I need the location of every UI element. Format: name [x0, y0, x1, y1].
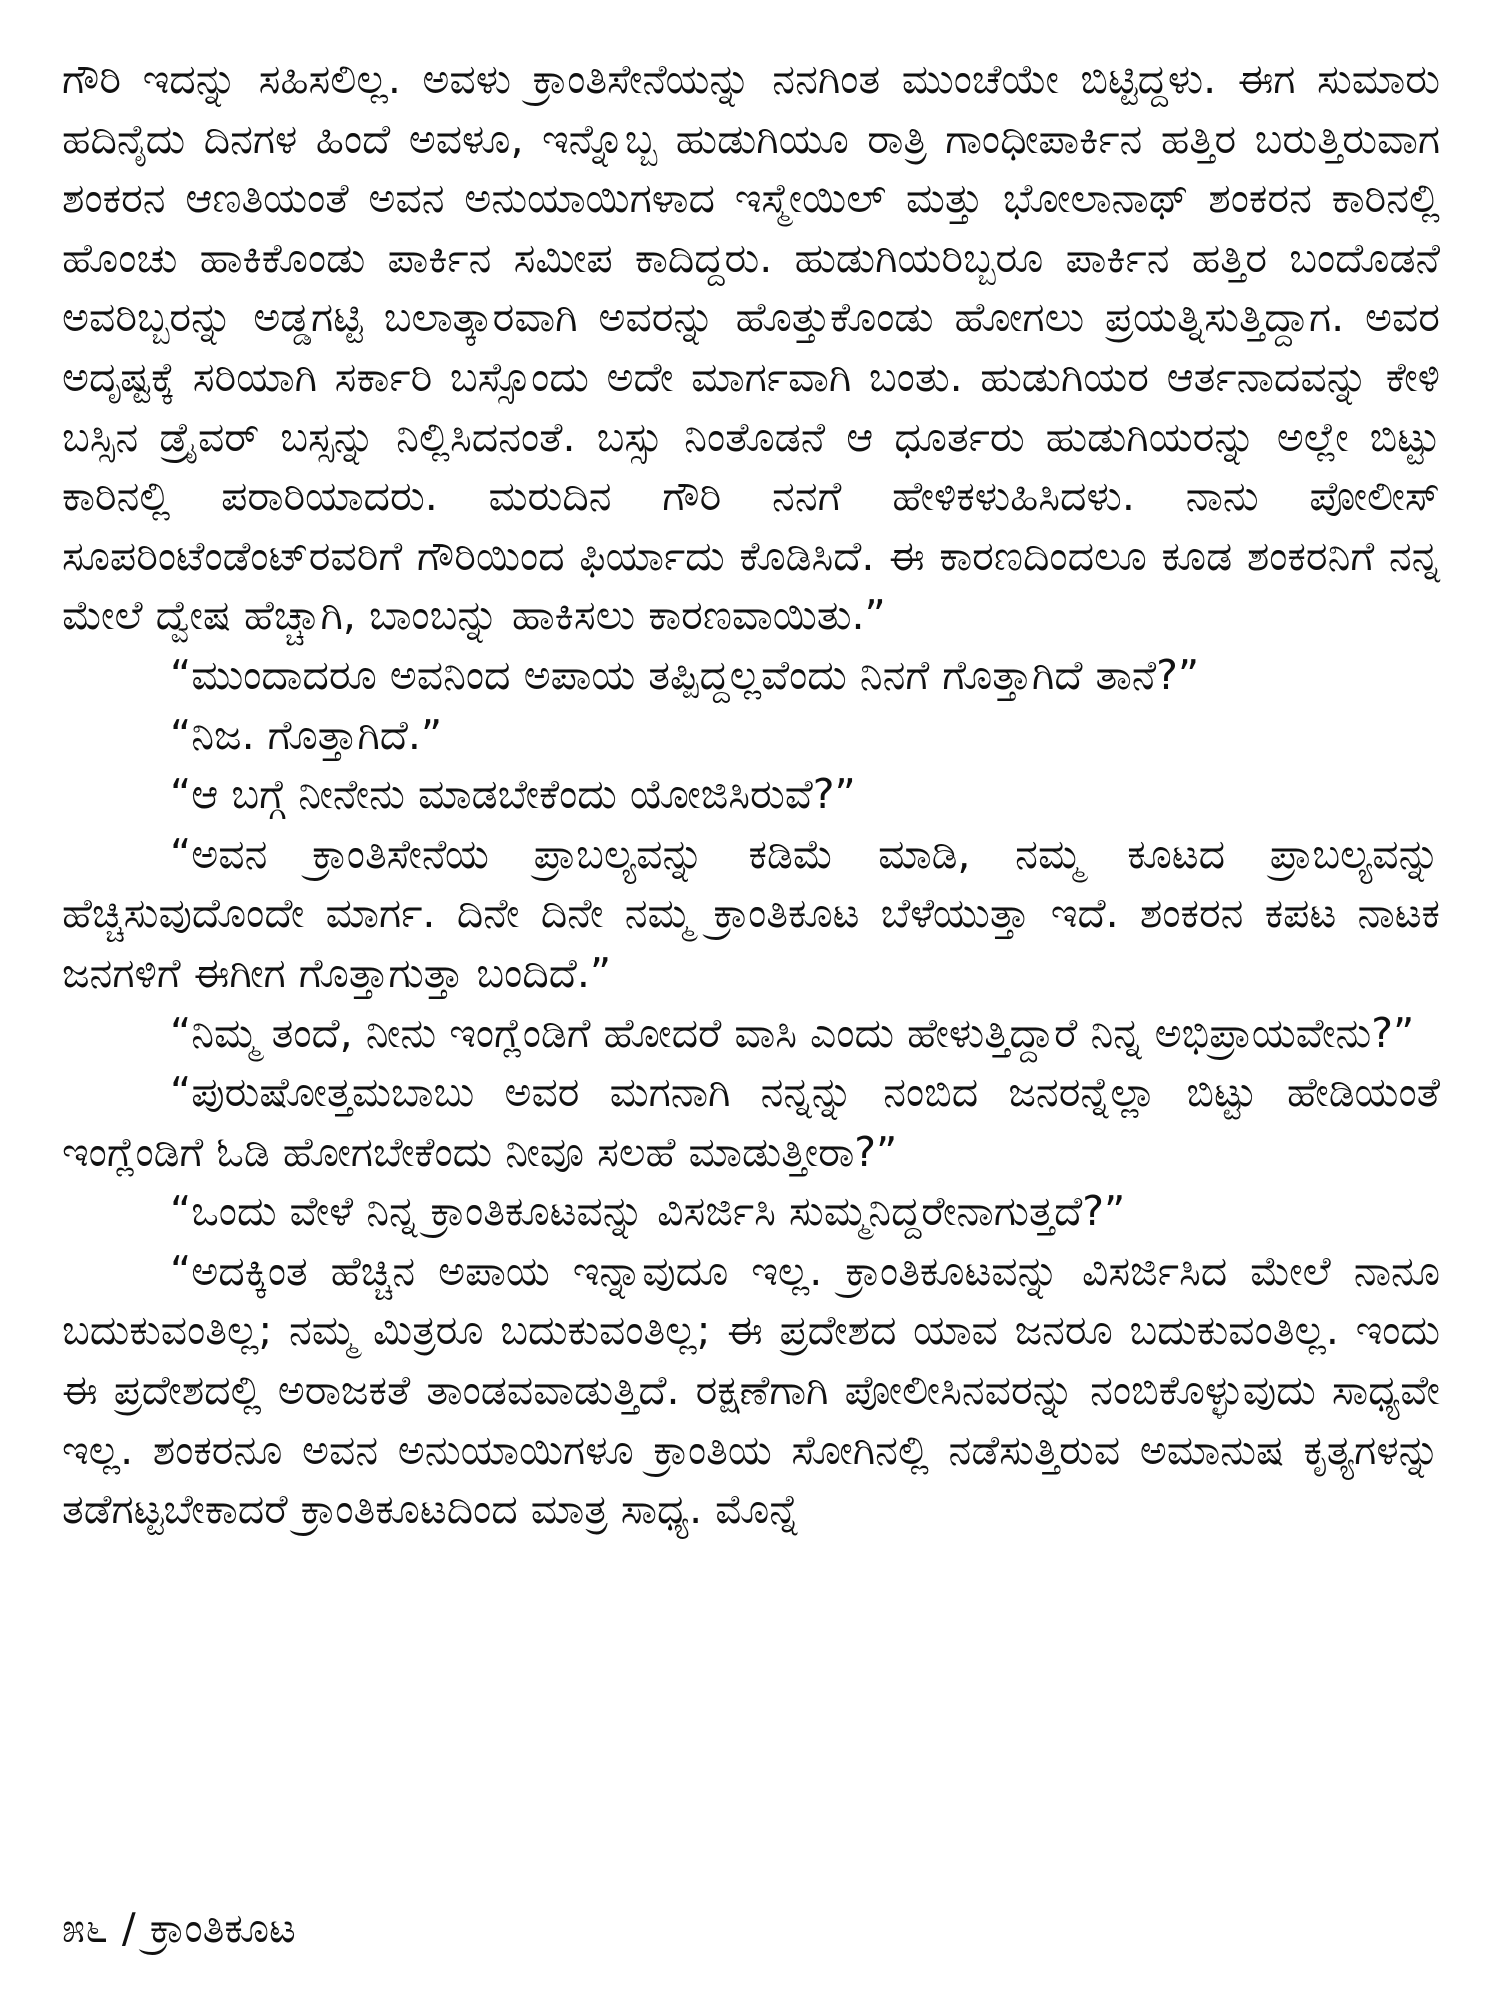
paragraph-7: “ಪುರುಷೋತ್ತಮಬಾಬು ಅವರ ಮಗನಾಗಿ ನನ್ನನ್ನು ನಂಬಿದ ಜನರನ್ನೆಲ್ಲಾ ಬಿಟ್ಟು ಹೇಡಿಯಂತೆ ಇಂಗ್ಲೆಂಡಿಗೆ ಓಡಿ ಹೋಗಬೇಕೆಂದು ನೀವೂ ಸಲಹೆ ಮಾಡುತ್ತೀರಾ?”: [62, 1068, 1440, 1176]
paragraph-1: ಗೌರಿ ಇದನ್ನು ಸಹಿಸಲಿಲ್ಲ. ಅವಳು ಕ್ರಾಂತಿಸೇನೆಯನ್ನು ನನಗಿಂತ ಮುಂಚೆಯೇ ಬಿಟ್ಟಿದ್ದಳು. ಈಗ ಸುಮಾರು ಹದಿನೈದು ದಿನಗಳ ಹಿಂದೆ ಅವಳೂ, ಇನ್ನೊಬ್ಬ ಹುಡುಗಿಯೂ ರಾತ್ರಿ ಗಾಂಧೀಪಾರ್ಕಿನ ಹತ್ತಿರ ಬರುತ್ತಿರುವಾಗ ಶಂಕರನ ಆಣತಿಯಂತೆ ಅವನ ಅನುಯಾಯಿಗಳಾದ ಇಸ್ಮೇಯಿಲ್ ಮತ್ತು ಭೋಲಾನಾಥ್ ಶಂಕರನ ಕಾರಿನಲ್ಲಿ ಹೊಂಚು ಹಾಕಿಕೊಂಡು ಪಾರ್ಕಿನ ಸಮೀಪ ಕಾದಿದ್ದರು. ಹುಡುಗಿಯರಿಬ್ಬರೂ ಪಾರ್ಕಿನ ಹತ್ತಿರ ಬಂದೊಡನೆ ಅವರಿಬ್ಬರನ್ನು ಅಡ್ಡಗಟ್ಟಿ ಬಲಾತ್ಕಾರವಾಗಿ ಅವರನ್ನು ಹೊತ್ತುಕೊಂಡು ಹೋಗಲು ಪ್ರಯತ್ನಿಸುತ್ತಿದ್ದಾಗ. ಅವರ ಅದೃಷ್ಟಕ್ಕೆ ಸರಿಯಾಗಿ ಸರ್ಕಾರಿ ಬಸ್ಸೊಂದು ಅದೇ ಮಾರ್ಗವಾಗಿ ಬಂತು. ಹುಡುಗಿಯರ ಆರ್ತನಾದವನ್ನು ಕೇಳಿ ಬಸ್ಸಿನ ಡ್ರೈವರ್ ಬಸ್ಸನ್ನು ನಿಲ್ಲಿಸಿದನಂತೆ. ಬಸ್ಸು ನಿಂತೊಡನೆ ಆ ಧೂರ್ತರು ಹುಡುಗಿಯರನ್ನು ಅಲ್ಲೇ ಬಿಟ್ಟು ಕಾರಿನಲ್ಲಿ ಪರಾರಿಯಾದರು. ಮರುದಿನ ಗೌರಿ ನನಗೆ ಹೇಳಿಕಳುಹಿಸಿದಳು. ನಾನು ಪೋಲೀಸ್ ಸೂಪರಿಂಟೆಂಡೆಂಟ್‌ರವರಿಗೆ ಗೌರಿಯಿಂದ ಫಿರ್ಯಾದು ಕೊಡಿಸಿದೆ. ಈ ಕಾರಣದಿಂದಲೂ ಕೂಡ ಶಂಕರನಿಗೆ ನನ್ನ ಮೇಲೆ ದ್ವೇಷ ಹೆಚ್ಚಾಗಿ, ಬಾಂಬನ್ನು ಹಾಕಿಸಲು ಕಾರಣವಾಯಿತು.”: [62, 55, 1440, 640]
paragraph-5: “ಅವನ ಕ್ರಾಂತಿಸೇನೆಯ ಪ್ರಾಬಲ್ಯವನ್ನು ಕಡಿಮೆ ಮಾಡಿ, ನಮ್ಮ ಕೂಟದ ಪ್ರಾಬಲ್ಯವನ್ನು ಹೆಚ್ಚಿಸುವುದೊಂದೇ ಮಾರ್ಗ. ದಿನೇ ದಿನೇ ನಮ್ಮ ಕ್ರಾಂತಿಕೂಟ ಬೆಳೆಯುತ್ತಾ ಇದೆ. ಶಂಕರನ ಕಪಟ ನಾಟಕ ಜನಗಳಿಗೆ ಈಗೀಗ ಗೊತ್ತಾಗುತ್ತಾ ಬಂದಿದೆ.”: [62, 829, 1440, 997]
paragraph-4: “ಆ ಬಗ್ಗೆ ನೀನೇನು ಮಾಡಬೇಕೆಂದು ಯೋಜಿಸಿರುವೆ?”: [170, 770, 856, 819]
page-number: ೫೬: [62, 1904, 108, 1952]
paragraph-8: “ಒಂದು ವೇಳೆ ನಿನ್ನ ಕ್ರಾಂತಿಕೂಟವನ್ನು ವಿಸರ್ಜಿಸಿ ಸುಮ್ಮನಿದ್ದರೇನಾಗುತ್ತದೆ?”: [170, 1187, 1126, 1236]
paragraph-2: “ಮುಂದಾದರೂ ಅವನಿಂದ ಅಪಾಯ ತಪ್ಪಿದ್ದಲ್ಲವೆಂದು ನಿನಗೆ ಗೊತ್ತಾಗಿದೆ ತಾನೆ?”: [170, 650, 1200, 699]
page-footer: [62, 1898, 296, 1958]
footer-separator: /: [121, 1904, 136, 1952]
paragraph-3: “ನಿಜ. ಗೊತ್ತಾಗಿದೆ.”: [170, 710, 443, 759]
paragraph-6: “ನಿಮ್ಮ ತಂದೆ, ನೀನು ಇಂಗ್ಲೆಂಡಿಗೆ ಹೋದರೆ ವಾಸಿ ಎಂದು ಹೇಳುತ್ತಿದ್ದಾರೆ ನಿನ್ನ ಅಭಿಪ್ರಾಯವೇನು?”: [170, 1008, 1415, 1057]
page-body: [62, 50, 1440, 1540]
book-title: ಕ್ರಾಂತಿಕೂಟ: [149, 1904, 296, 1952]
paragraph-9: “ಅದಕ್ಕಿಂತ ಹೆಚ್ಚಿನ ಅಪಾಯ ಇನ್ನಾವುದೂ ಇಲ್ಲ. ಕ್ರಾಂತಿಕೂಟವನ್ನು ವಿಸರ್ಜಿಸಿದ ಮೇಲೆ ನಾನೂ ಬದುಕುವಂತಿಲ್ಲ; ನಮ್ಮ ಮಿತ್ರರೂ ಬದುಕುವಂತಿಲ್ಲ; ಈ ಪ್ರದೇಶದ ಯಾವ ಜನರೂ ಬದುಕುವಂತಿಲ್ಲ. ಇಂದು ಈ ಪ್ರದೇಶದಲ್ಲಿ ಅರಾಜಕತೆ ತಾಂಡವವಾಡುತ್ತಿದೆ. ರಕ್ಷಣೆಗಾಗಿ ಪೋಲೀಸಿನವರನ್ನು ನಂಬಿಕೊಳ್ಳುವುದು ಸಾಧ್ಯವೇ ಇಲ್ಲ. ಶಂಕರನೂ ಅವನ ಅನುಯಾಯಿಗಳೂ ಕ್ರಾಂತಿಯ ಸೋಗಿನಲ್ಲಿ ನಡೆಸುತ್ತಿರುವ ಅಮಾನುಷ ಕೃತ್ಯಗಳನ್ನು ತಡೆಗಟ್ಟಬೇಕಾದರೆ ಕ್ರಾಂತಿಕೂಟದಿಂದ ಮಾತ್ರ ಸಾಧ್ಯ. ಮೊನ್ನೆ: [62, 1246, 1440, 1534]
